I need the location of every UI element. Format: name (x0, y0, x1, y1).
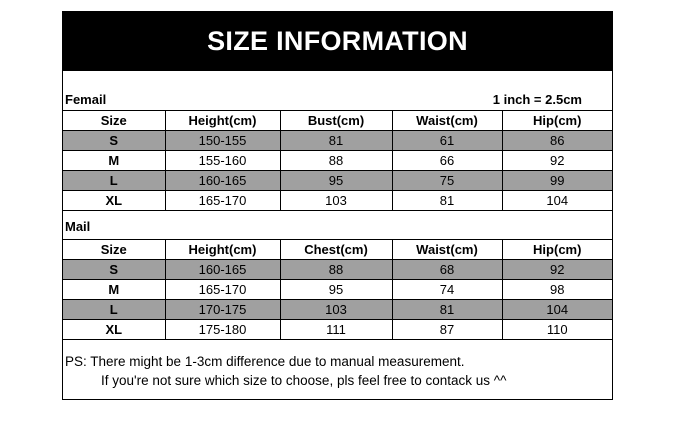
male-size-table (63, 239, 612, 340)
female-table-body (63, 111, 612, 211)
measurement-cell: 160-165 (165, 260, 280, 280)
measurement-cell: 88 (280, 151, 392, 171)
table-row (63, 191, 612, 211)
measurement-cell: 160-165 (165, 171, 280, 191)
measurement-cell: 111 (280, 320, 392, 340)
column-header: Size (63, 111, 165, 131)
measurement-note: PS: There might be 1-3cm difference due to manual measurement. (65, 354, 465, 369)
measurement-cell: 66 (392, 151, 502, 171)
measurement-cell: 155-160 (165, 151, 280, 171)
measurement-cell: 75 (392, 171, 502, 191)
measurement-cell: 88 (280, 260, 392, 280)
measurement-cell: 61 (392, 131, 502, 151)
table-row (63, 320, 612, 340)
measurement-cell: 81 (280, 131, 392, 151)
measurement-cell: 74 (392, 280, 502, 300)
measurement-cell: 68 (392, 260, 502, 280)
table-header-row (63, 111, 612, 131)
column-header: Height(cm) (165, 240, 280, 260)
measurement-cell: 103 (280, 300, 392, 320)
page-title: SIZE INFORMATION (63, 12, 612, 71)
measurement-cell: 86 (502, 131, 612, 151)
measurement-cell: 92 (502, 151, 612, 171)
female-section-label: Femail (65, 92, 107, 107)
table-row (63, 171, 612, 191)
measurement-cell: 170-175 (165, 300, 280, 320)
measurement-cell: 95 (280, 280, 392, 300)
measurement-cell: 104 (502, 191, 612, 211)
measurement-cell: 81 (392, 300, 502, 320)
size-cell: S (63, 131, 165, 151)
column-header: Waist(cm) (392, 240, 502, 260)
measurement-cell: 98 (502, 280, 612, 300)
measurement-cell: 81 (392, 191, 502, 211)
measurement-cell: 110 (502, 320, 612, 340)
column-header: Hip(cm) (502, 240, 612, 260)
table-row (63, 151, 612, 171)
column-header: Size (63, 240, 165, 260)
size-cell: XL (63, 320, 165, 340)
column-header: Chest(cm) (280, 240, 392, 260)
size-cell: XL (63, 191, 165, 211)
column-header: Height(cm) (165, 111, 280, 131)
table-row (63, 300, 612, 320)
size-cell: S (63, 260, 165, 280)
size-chart-sheet (62, 11, 613, 400)
column-header: Bust(cm) (280, 111, 392, 131)
table-row (63, 260, 612, 280)
size-cell: M (63, 151, 165, 171)
table-header-row (63, 240, 612, 260)
measurement-cell: 150-155 (165, 131, 280, 151)
unit-conversion: 1 inch = 2.5cm (492, 92, 582, 107)
measurement-cell: 92 (502, 260, 612, 280)
measurement-cell: 165-170 (165, 191, 280, 211)
measurement-cell: 103 (280, 191, 392, 211)
measurement-cell: 99 (502, 171, 612, 191)
column-header: Hip(cm) (502, 111, 612, 131)
size-cell: L (63, 171, 165, 191)
measurement-cell: 87 (392, 320, 502, 340)
column-header: Waist(cm) (392, 111, 502, 131)
male-section-label: Mail (65, 219, 91, 234)
contact-note: If you're not sure which size to choose, pls feel free to contack us ^^ (101, 373, 507, 388)
size-cell: M (63, 280, 165, 300)
measurement-cell: 95 (280, 171, 392, 191)
measurement-cell: 175-180 (165, 320, 280, 340)
table-row (63, 131, 612, 151)
size-cell: L (63, 300, 165, 320)
table-row (63, 280, 612, 300)
male-table-body (63, 240, 612, 340)
measurement-cell: 104 (502, 300, 612, 320)
female-size-table (63, 110, 612, 211)
measurement-cell: 165-170 (165, 280, 280, 300)
